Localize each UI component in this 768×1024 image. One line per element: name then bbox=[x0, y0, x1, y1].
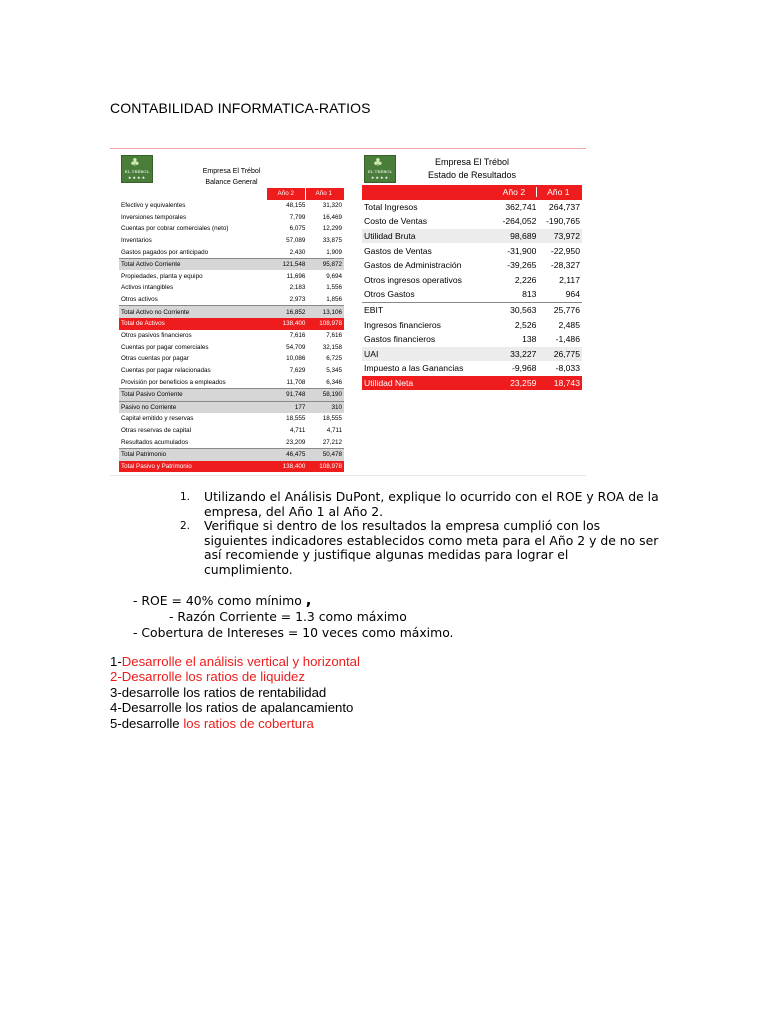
balance-row-label: Inventarios bbox=[121, 236, 152, 244]
income-row bbox=[362, 376, 582, 391]
question-text: Utilizando el Análisis DuPont, explique lo ocurrido con el ROE y ROA de la empresa, del Año 1 al Año 2. bbox=[204, 489, 659, 519]
balance-row bbox=[119, 436, 344, 448]
balance-row-year1: 1,909 bbox=[326, 248, 342, 256]
balance-row bbox=[119, 223, 344, 235]
question-number: 1. bbox=[180, 491, 191, 503]
task-item-1 bbox=[110, 654, 360, 669]
income-row-label: Gastos de Ventas bbox=[364, 245, 432, 256]
balance-row-year1: 1,556 bbox=[326, 284, 342, 292]
income-row-year2: -39,265 bbox=[507, 260, 537, 271]
balance-row-year1: 7,616 bbox=[326, 332, 342, 339]
income-row-year2: -264,052 bbox=[502, 216, 537, 227]
question-text: Verifique si dentro de los resultados la empresa cumplió con los siguientes indicadores establecidos como meta para el Año 2 y de no ser así recomiende y justifique algunas medidas para lograr el cumplimiento. bbox=[204, 518, 659, 577]
income-row bbox=[362, 302, 582, 318]
income-row-label: Utilidad Bruta bbox=[364, 231, 416, 242]
balance-row bbox=[119, 282, 344, 294]
balance-row-year2: 2,973 bbox=[289, 296, 306, 304]
income-row bbox=[362, 258, 582, 273]
target-roe-text: - ROE = 40% como mínimo bbox=[133, 593, 302, 608]
company-logo bbox=[364, 155, 396, 183]
income-row-year2: 2,226 bbox=[514, 274, 537, 285]
income-row-label: EBIT bbox=[364, 305, 384, 316]
balance-row-year1: 95,872 bbox=[322, 261, 342, 269]
balance-row bbox=[119, 448, 344, 461]
balance-row-year2: 18,555 bbox=[286, 415, 306, 423]
income-header-row bbox=[362, 185, 582, 200]
income-row-year1: -28,327 bbox=[550, 260, 580, 271]
task-item-2: 2-Desarrolle los ratios de liquidez bbox=[110, 669, 305, 685]
income-row-year1: 2,485 bbox=[558, 319, 580, 330]
balance-row-year2: 46,475 bbox=[286, 451, 306, 459]
divider-bottom bbox=[110, 475, 586, 476]
balance-row-year2: 23,209 bbox=[286, 438, 306, 446]
balance-row bbox=[119, 305, 344, 318]
balance-row-label: Otros pasivos financieros bbox=[121, 332, 192, 339]
balance-row bbox=[119, 235, 344, 247]
income-row bbox=[362, 200, 582, 215]
balance-col-year1: Año 1 bbox=[305, 188, 345, 200]
document-title: CONTABILIDAD INFORMATICA-RATIOS bbox=[110, 100, 371, 116]
balance-row-year2: 7,616 bbox=[289, 332, 306, 339]
balance-row-year1: 13,106 bbox=[322, 308, 342, 316]
balance-row-label: Total Pasivo y Patrimonio bbox=[121, 463, 192, 471]
logo-stars: ★★★★ bbox=[370, 175, 390, 180]
balance-row-year1: 310 bbox=[331, 403, 342, 411]
balance-col-year2: Año 2 bbox=[267, 188, 304, 200]
balance-row-year2: 2,430 bbox=[289, 248, 306, 256]
balance-row-year1: 1,856 bbox=[326, 296, 342, 304]
balance-row bbox=[119, 461, 344, 473]
income-row-year1: 18,743 bbox=[553, 378, 580, 389]
balance-row-label: Total de Activos bbox=[121, 320, 165, 328]
balance-row-year2: 11,708 bbox=[286, 378, 306, 386]
balance-row-label: Otros activos bbox=[121, 296, 158, 304]
balance-row-year1: 32,158 bbox=[322, 343, 342, 351]
divider-top bbox=[110, 148, 586, 149]
income-row bbox=[362, 273, 582, 288]
balance-row bbox=[119, 353, 344, 365]
balance-row-year1: 50,478 bbox=[322, 451, 342, 459]
balance-row-year2: 7,629 bbox=[289, 366, 306, 374]
balance-row-year2: 177 bbox=[294, 403, 306, 411]
income-row-year1: 73,972 bbox=[553, 231, 580, 242]
income-row bbox=[362, 214, 582, 229]
balance-row-year2: 6,075 bbox=[289, 225, 306, 233]
logo-brand: EL TRÉBOL bbox=[367, 169, 393, 174]
income-row-year2: 98,689 bbox=[510, 231, 537, 242]
income-row-year2: -9,968 bbox=[512, 363, 537, 374]
balance-row-label: Gastos pagados por anticipado bbox=[121, 248, 209, 256]
balance-row-year2: 57,089 bbox=[286, 236, 306, 244]
target-interest-coverage: - Cobertura de Intereses = 10 veces como máximo. bbox=[133, 625, 454, 640]
clover-icon: ♣ bbox=[373, 156, 383, 169]
balance-row-label: Cuentas por cobrar comerciales (neto) bbox=[121, 225, 229, 233]
balance-row bbox=[119, 246, 344, 258]
balance-row-year1: 27,212 bbox=[322, 438, 342, 446]
income-row bbox=[362, 287, 582, 302]
targets-block bbox=[133, 592, 454, 641]
balance-row-year2: 91,748 bbox=[286, 391, 306, 399]
balance-subtitle: Balance General bbox=[205, 179, 258, 186]
income-row bbox=[362, 361, 582, 376]
balance-row-label: Provisión por beneficios a empleados bbox=[121, 378, 226, 386]
balance-row bbox=[119, 388, 344, 401]
income-row-year2: 362,741 bbox=[505, 201, 537, 212]
income-row bbox=[362, 347, 582, 362]
balance-row-year2: 16,852 bbox=[286, 308, 306, 316]
income-row-year1: 25,776 bbox=[553, 305, 580, 316]
task-item-4: 4-Desarrolle los ratios de apalancamiento bbox=[110, 700, 354, 716]
balance-row bbox=[119, 258, 344, 271]
balance-row-year2: 7,799 bbox=[289, 213, 306, 221]
income-row-year1: -22,950 bbox=[550, 245, 580, 256]
balance-row-year2: 48,155 bbox=[286, 201, 306, 209]
balance-row bbox=[119, 330, 344, 342]
balance-row-label: Cuentas por pagar relacionadas bbox=[121, 366, 211, 374]
income-row-year1: 2,117 bbox=[559, 274, 580, 285]
question-item bbox=[180, 490, 660, 519]
target-roe bbox=[133, 592, 454, 609]
income-row bbox=[362, 332, 582, 347]
balance-row-year2: 138,400 bbox=[282, 463, 306, 471]
balance-row-year2: 11,696 bbox=[286, 272, 306, 280]
income-row bbox=[362, 243, 582, 258]
balance-heading bbox=[179, 166, 284, 188]
balance-row-year1: 9,694 bbox=[326, 272, 342, 280]
balance-row-label: Total Activo no Corriente bbox=[121, 308, 190, 316]
balance-row-year1: 6,725 bbox=[326, 355, 342, 363]
income-row-year1: -190,765 bbox=[546, 216, 580, 227]
income-row-year2: 33,227 bbox=[510, 348, 537, 359]
balance-header-row bbox=[119, 188, 344, 200]
balance-row-label: Total Activo Corriente bbox=[121, 261, 181, 269]
clover-icon: ♣ bbox=[130, 156, 140, 169]
balance-row bbox=[119, 294, 344, 306]
balance-company: Empresa El Trébol bbox=[202, 168, 261, 175]
income-row-label: Otros Gastos bbox=[364, 289, 415, 300]
logo-brand: EL TRÉBOL bbox=[124, 169, 150, 174]
balance-row-year2: 10,086 bbox=[286, 355, 306, 363]
income-row-year2: 23,259 bbox=[510, 378, 537, 389]
balance-row bbox=[119, 401, 344, 414]
balance-row-label: Inversiones temporales bbox=[121, 213, 187, 221]
income-row-year1: 26,775 bbox=[553, 348, 580, 359]
income-row-year2: -31,900 bbox=[507, 245, 537, 256]
question-item bbox=[180, 519, 660, 577]
income-subtitle: Estado de Resultados bbox=[427, 170, 517, 180]
balance-row-year1: 12,299 bbox=[322, 225, 342, 233]
balance-row-year1: 58,190 bbox=[322, 391, 342, 399]
balance-row-year1: 16,469 bbox=[322, 213, 342, 221]
balance-row-year2: 2,183 bbox=[289, 284, 306, 292]
task-1-prefix: 1- bbox=[110, 654, 122, 669]
income-col-year1: Año 1 bbox=[536, 187, 582, 197]
tasks-list bbox=[110, 654, 360, 731]
balance-row-year1: 108,978 bbox=[319, 463, 342, 471]
balance-row-label: Pasivo no Corriente bbox=[121, 403, 177, 411]
balance-row bbox=[119, 211, 344, 223]
balance-row-year2: 121,548 bbox=[282, 261, 306, 269]
income-row-year2: 2,526 bbox=[514, 319, 537, 330]
balance-row-label: Cuentas por pagar comerciales bbox=[121, 343, 209, 351]
task-item-3: 3-desarrolle los ratios de rentabilidad bbox=[110, 684, 327, 700]
income-row-year2: 138 bbox=[522, 334, 537, 345]
balance-row-label: Capital emitido y reservas bbox=[121, 415, 194, 423]
income-row-label: Utilidad Neta bbox=[364, 378, 414, 389]
income-row-year1: -8,033 bbox=[555, 363, 580, 374]
income-row-label: Gastos financieros bbox=[364, 334, 436, 345]
balance-row-label: Efectivo y equivalentes bbox=[121, 201, 186, 209]
balance-row bbox=[119, 200, 344, 212]
income-row-year1: 964 bbox=[565, 289, 580, 300]
balance-row-year1: 33,875 bbox=[322, 236, 342, 244]
balance-row-label: Otras reservas de capital bbox=[121, 427, 191, 435]
income-company: Empresa El Trébol bbox=[434, 157, 510, 167]
income-row bbox=[362, 229, 582, 244]
balance-row-year2: 54,709 bbox=[286, 343, 306, 351]
income-col-year2: Año 2 bbox=[502, 187, 526, 198]
task-5-prefix: 5-desarrolle bbox=[110, 715, 184, 731]
balance-row-year1: 5,345 bbox=[326, 366, 342, 374]
balance-row bbox=[119, 270, 344, 282]
logo-stars: ★★★★ bbox=[127, 175, 147, 180]
task-item-5 bbox=[110, 716, 360, 731]
income-row-year2: 813 bbox=[522, 289, 537, 300]
income-row-year2: 30,563 bbox=[510, 305, 537, 316]
balance-row-year1: 31,320 bbox=[322, 201, 342, 209]
income-row-label: UAI bbox=[364, 348, 379, 359]
target-roe-comma: , bbox=[305, 591, 312, 609]
task-5-text: los ratios de cobertura bbox=[183, 715, 314, 731]
balance-row-label: Resultados acumulados bbox=[121, 438, 189, 446]
income-row bbox=[362, 317, 582, 332]
income-row-label: Impuesto a las Ganancias bbox=[364, 363, 464, 374]
questions-list bbox=[180, 490, 660, 577]
balance-row-year1: 18,555 bbox=[322, 415, 342, 423]
income-row-label: Costo de Ventas bbox=[364, 216, 428, 227]
income-row-label: Ingresos financieros bbox=[364, 319, 441, 330]
balance-row bbox=[119, 341, 344, 353]
income-row-year1: 264,737 bbox=[548, 201, 580, 212]
question-number: 2. bbox=[180, 520, 191, 532]
balance-row bbox=[119, 425, 344, 437]
income-row-label: Total Ingresos bbox=[364, 201, 418, 212]
target-current-ratio: - Razón Corriente = 1.3 como máximo bbox=[169, 609, 407, 624]
task-1-text: Desarrolle el análisis vertical y horizontal bbox=[121, 654, 360, 669]
balance-row bbox=[119, 318, 344, 330]
income-rows bbox=[362, 185, 582, 390]
balance-row-year1: 108,978 bbox=[319, 320, 342, 328]
balance-rows bbox=[119, 188, 344, 472]
balance-row bbox=[119, 365, 344, 377]
company-logo bbox=[121, 155, 153, 183]
balance-row-label: Propiedades, planta y equipo bbox=[121, 272, 203, 280]
balance-row-label: Activos intangibles bbox=[121, 284, 174, 292]
balance-row-year1: 4,711 bbox=[326, 427, 342, 435]
balance-row-label: Otras cuentas por pagar bbox=[121, 355, 189, 363]
balance-row-label: Total Patrimonio bbox=[121, 451, 167, 459]
income-row-label: Otros ingresos operativos bbox=[364, 274, 462, 285]
balance-row bbox=[119, 376, 344, 388]
balance-row-year1: 6,346 bbox=[326, 378, 342, 386]
income-row-label: Gastos de Administración bbox=[364, 260, 462, 271]
balance-row bbox=[119, 413, 344, 425]
balance-row-label: Total Pasivo Corriente bbox=[121, 391, 183, 399]
income-heading bbox=[422, 156, 522, 182]
balance-row-year2: 138,400 bbox=[282, 320, 306, 328]
balance-row-year2: 4,711 bbox=[290, 427, 306, 435]
income-row-year1: -1,486 bbox=[555, 334, 580, 345]
